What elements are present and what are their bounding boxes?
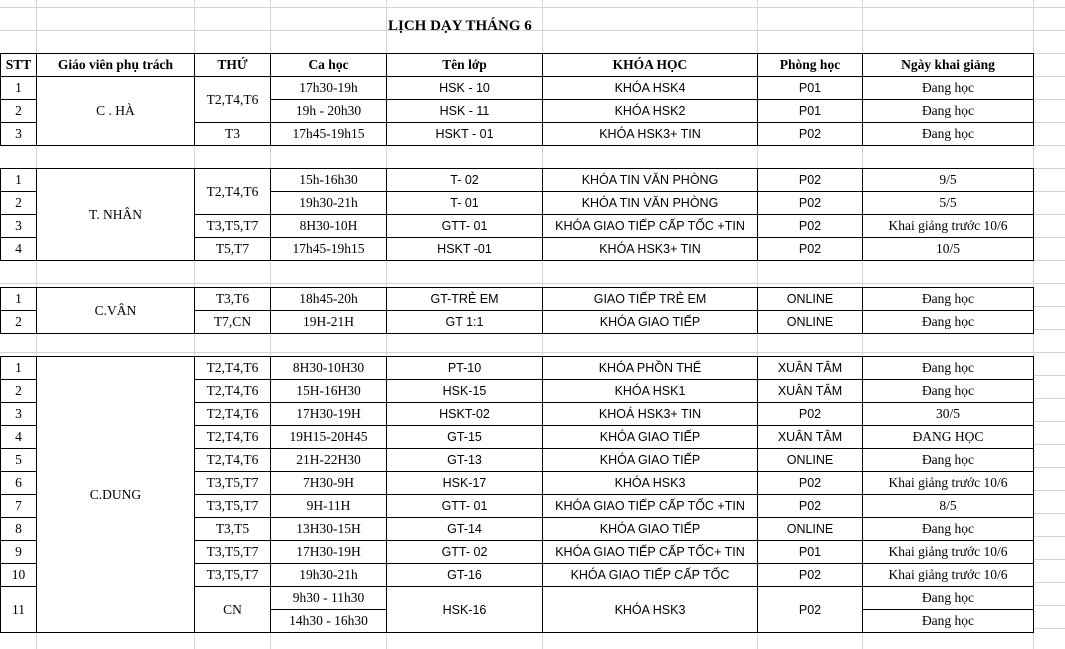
column-header: Tên lớp [386, 53, 543, 77]
start-date: Đang học [862, 609, 1034, 633]
start-date: Khai giảng trước 10/6 [862, 471, 1034, 495]
row-number: 6 [0, 471, 37, 495]
column-header: THỨ [194, 53, 271, 77]
row-number: 4 [0, 237, 37, 261]
room-cell: XUÂN TÂM [757, 425, 863, 449]
room-cell: XUÂN TÂM [757, 379, 863, 403]
weekday-cell: T2,T4,T6 [194, 168, 271, 215]
class-name: HSK-17 [386, 471, 543, 495]
class-name: T- 02 [386, 168, 543, 192]
start-date: Đang học [862, 287, 1034, 311]
room-cell: P02 [757, 563, 863, 587]
weekday-cell: T5,T7 [194, 237, 271, 261]
weekday-cell: T3,T5,T7 [194, 494, 271, 518]
row-number: 4 [0, 425, 37, 449]
room-cell: P01 [757, 76, 863, 100]
room-cell: P02 [757, 494, 863, 518]
class-time: 19h30-21h [270, 191, 387, 215]
class-time: 19h30-21h [270, 563, 387, 587]
course-name: KHÓA HSK1 [542, 379, 758, 403]
weekday-cell: T3,T5,T7 [194, 214, 271, 238]
row-number: 2 [0, 99, 37, 123]
course-name: KHÓA PHỒN THỂ [542, 356, 758, 380]
weekday-cell: T2,T4,T6 [194, 402, 271, 426]
course-name: KHÓA GIAO TIẾP CẤP TỐC [542, 563, 758, 587]
column-header: KHÓA HỌC [542, 53, 758, 77]
class-time: 13H30-15H [270, 517, 387, 541]
class-name: HSKT-02 [386, 402, 543, 426]
column-header: Giáo viên phụ trách [36, 53, 195, 77]
start-date: ĐANG HỌC [862, 425, 1034, 449]
start-date: Đang học [862, 99, 1034, 123]
class-name: GT-15 [386, 425, 543, 449]
weekday-cell: T2,T4,T6 [194, 76, 271, 123]
class-time: 14h30 - 16h30 [270, 609, 387, 633]
room-cell: ONLINE [757, 517, 863, 541]
class-time: 8H30-10H30 [270, 356, 387, 380]
course-name: KHÓA HSK2 [542, 99, 758, 123]
class-time: 18h45-20h [270, 287, 387, 311]
start-date: Khai giảng trước 10/6 [862, 214, 1034, 238]
start-date: 9/5 [862, 168, 1034, 192]
weekday-cell: T3,T5,T7 [194, 563, 271, 587]
room-cell: ONLINE [757, 310, 863, 334]
class-time: 19h - 20h30 [270, 99, 387, 123]
weekday-cell: CN [194, 586, 271, 633]
room-cell: P02 [757, 402, 863, 426]
room-cell: ONLINE [757, 287, 863, 311]
course-name: KHÓA GIAO TIẾP [542, 448, 758, 472]
column-header: Phòng học [757, 53, 863, 77]
row-number: 3 [0, 122, 37, 146]
course-name: KHÓA GIAO TIẾP [542, 425, 758, 449]
weekday-cell: T2,T4,T6 [194, 448, 271, 472]
class-name: GT-13 [386, 448, 543, 472]
row-number: 2 [0, 379, 37, 403]
course-name: KHÓA GIAO TIẾP CẤP TỐC+ TIN [542, 540, 758, 564]
schedule-title: LỊCH DẠY THÁNG 6 [388, 17, 532, 34]
class-name: T- 01 [386, 191, 543, 215]
weekday-cell: T3,T5,T7 [194, 540, 271, 564]
class-name: GTT- 02 [386, 540, 543, 564]
column-header: Ca học [270, 53, 387, 77]
gridline [0, 283, 1065, 284]
room-cell: P02 [757, 214, 863, 238]
weekday-cell: T3,T5,T7 [194, 471, 271, 495]
class-name: PT-10 [386, 356, 543, 380]
row-number: 3 [0, 214, 37, 238]
class-time: 17h45-19h15 [270, 122, 387, 146]
start-date: Đang học [862, 310, 1034, 334]
row-number: 2 [0, 191, 37, 215]
class-name: GTT- 01 [386, 494, 543, 518]
class-time: 8H30-10H [270, 214, 387, 238]
course-name: KHÓA GIAO TIẾP [542, 310, 758, 334]
class-name: HSK - 11 [386, 99, 543, 123]
gridline [0, 30, 1065, 31]
course-name: KHÓA TIN VĂN PHÒNG [542, 191, 758, 215]
class-time: 7H30-9H [270, 471, 387, 495]
row-number: 1 [0, 76, 37, 100]
row-number: 9 [0, 540, 37, 564]
start-date: Đang học [862, 586, 1034, 610]
class-name: HSK-16 [386, 586, 543, 633]
class-name: GT-14 [386, 517, 543, 541]
start-date: 8/5 [862, 494, 1034, 518]
class-time: 17h45-19h15 [270, 237, 387, 261]
row-number: 1 [0, 287, 37, 311]
start-date: Đang học [862, 122, 1034, 146]
start-date: Đang học [862, 379, 1034, 403]
teacher-name: C.VÂN [36, 287, 195, 334]
weekday-cell: T3 [194, 122, 271, 146]
weekday-cell: T7,CN [194, 310, 271, 334]
course-name: KHÓA HSK4 [542, 76, 758, 100]
course-name: KHÓA HSK3+ TIN [542, 122, 758, 146]
start-date: 30/5 [862, 402, 1034, 426]
class-time: 15h-16h30 [270, 168, 387, 192]
class-time: 19H15-20H45 [270, 425, 387, 449]
weekday-cell: T2,T4,T6 [194, 356, 271, 380]
class-time: 9h30 - 11h30 [270, 586, 387, 610]
course-name: KHÓA TIN VĂN PHÒNG [542, 168, 758, 192]
class-name: GT-TRẺ EM [386, 287, 543, 311]
row-number: 1 [0, 168, 37, 192]
room-cell: P02 [757, 471, 863, 495]
row-number: 2 [0, 310, 37, 334]
start-date: 10/5 [862, 237, 1034, 261]
start-date: Đang học [862, 448, 1034, 472]
start-date: Đang học [862, 76, 1034, 100]
class-name: HSKT -01 [386, 237, 543, 261]
course-name: KHÓA GIAO TIẾP CẤP TỐC +TIN [542, 494, 758, 518]
class-name: HSK-15 [386, 379, 543, 403]
start-date: Khai giảng trước 10/6 [862, 540, 1034, 564]
class-time: 21H-22H30 [270, 448, 387, 472]
teacher-name: T. NHÂN [36, 168, 195, 261]
weekday-cell: T3,T6 [194, 287, 271, 311]
class-name: HSKT - 01 [386, 122, 543, 146]
class-time: 17H30-19H [270, 540, 387, 564]
gridline [0, 7, 1065, 8]
course-name: KHOÁ HSK3+ TIN [542, 402, 758, 426]
start-date: Khai giảng trước 10/6 [862, 563, 1034, 587]
row-number: 3 [0, 402, 37, 426]
course-name: KHÓA GIAO TIẾP [542, 517, 758, 541]
class-name: GT 1:1 [386, 310, 543, 334]
row-number: 8 [0, 517, 37, 541]
class-time: 19H-21H [270, 310, 387, 334]
course-name: KHÓA HSK3 [542, 586, 758, 633]
class-time: 15H-16H30 [270, 379, 387, 403]
room-cell: P02 [757, 122, 863, 146]
class-time: 17h30-19h [270, 76, 387, 100]
weekday-cell: T2,T4,T6 [194, 379, 271, 403]
row-number: 1 [0, 356, 37, 380]
row-number: 7 [0, 494, 37, 518]
room-cell: P01 [757, 540, 863, 564]
class-name: HSK - 10 [386, 76, 543, 100]
class-name: GTT- 01 [386, 214, 543, 238]
row-number: 5 [0, 448, 37, 472]
weekday-cell: T2,T4,T6 [194, 425, 271, 449]
room-cell: P02 [757, 237, 863, 261]
row-number: 10 [0, 563, 37, 587]
column-header: Ngày khai giảng [862, 53, 1034, 77]
room-cell: P01 [757, 99, 863, 123]
course-name: KHÓA HSK3+ TIN [542, 237, 758, 261]
teacher-name: C.DUNG [36, 356, 195, 633]
weekday-cell: T3,T5 [194, 517, 271, 541]
class-name: GT-16 [386, 563, 543, 587]
course-name: KHÓA GIAO TIẾP CẤP TỐC +TIN [542, 214, 758, 238]
room-cell: ONLINE [757, 448, 863, 472]
column-header: STT [0, 53, 37, 77]
course-name: GIAO TIẾP TRẺ EM [542, 287, 758, 311]
room-cell: XUÂN TÂM [757, 356, 863, 380]
teacher-name: C . HÀ [36, 76, 195, 146]
row-number: 11 [0, 586, 37, 633]
start-date: Đang học [862, 356, 1034, 380]
gridline [0, 352, 1065, 353]
course-name: KHÓA HSK3 [542, 471, 758, 495]
class-time: 9H-11H [270, 494, 387, 518]
room-cell: P02 [757, 168, 863, 192]
room-cell: P02 [757, 191, 863, 215]
start-date: 5/5 [862, 191, 1034, 215]
class-time: 17H30-19H [270, 402, 387, 426]
start-date: Đang học [862, 517, 1034, 541]
room-cell: P02 [757, 586, 863, 633]
